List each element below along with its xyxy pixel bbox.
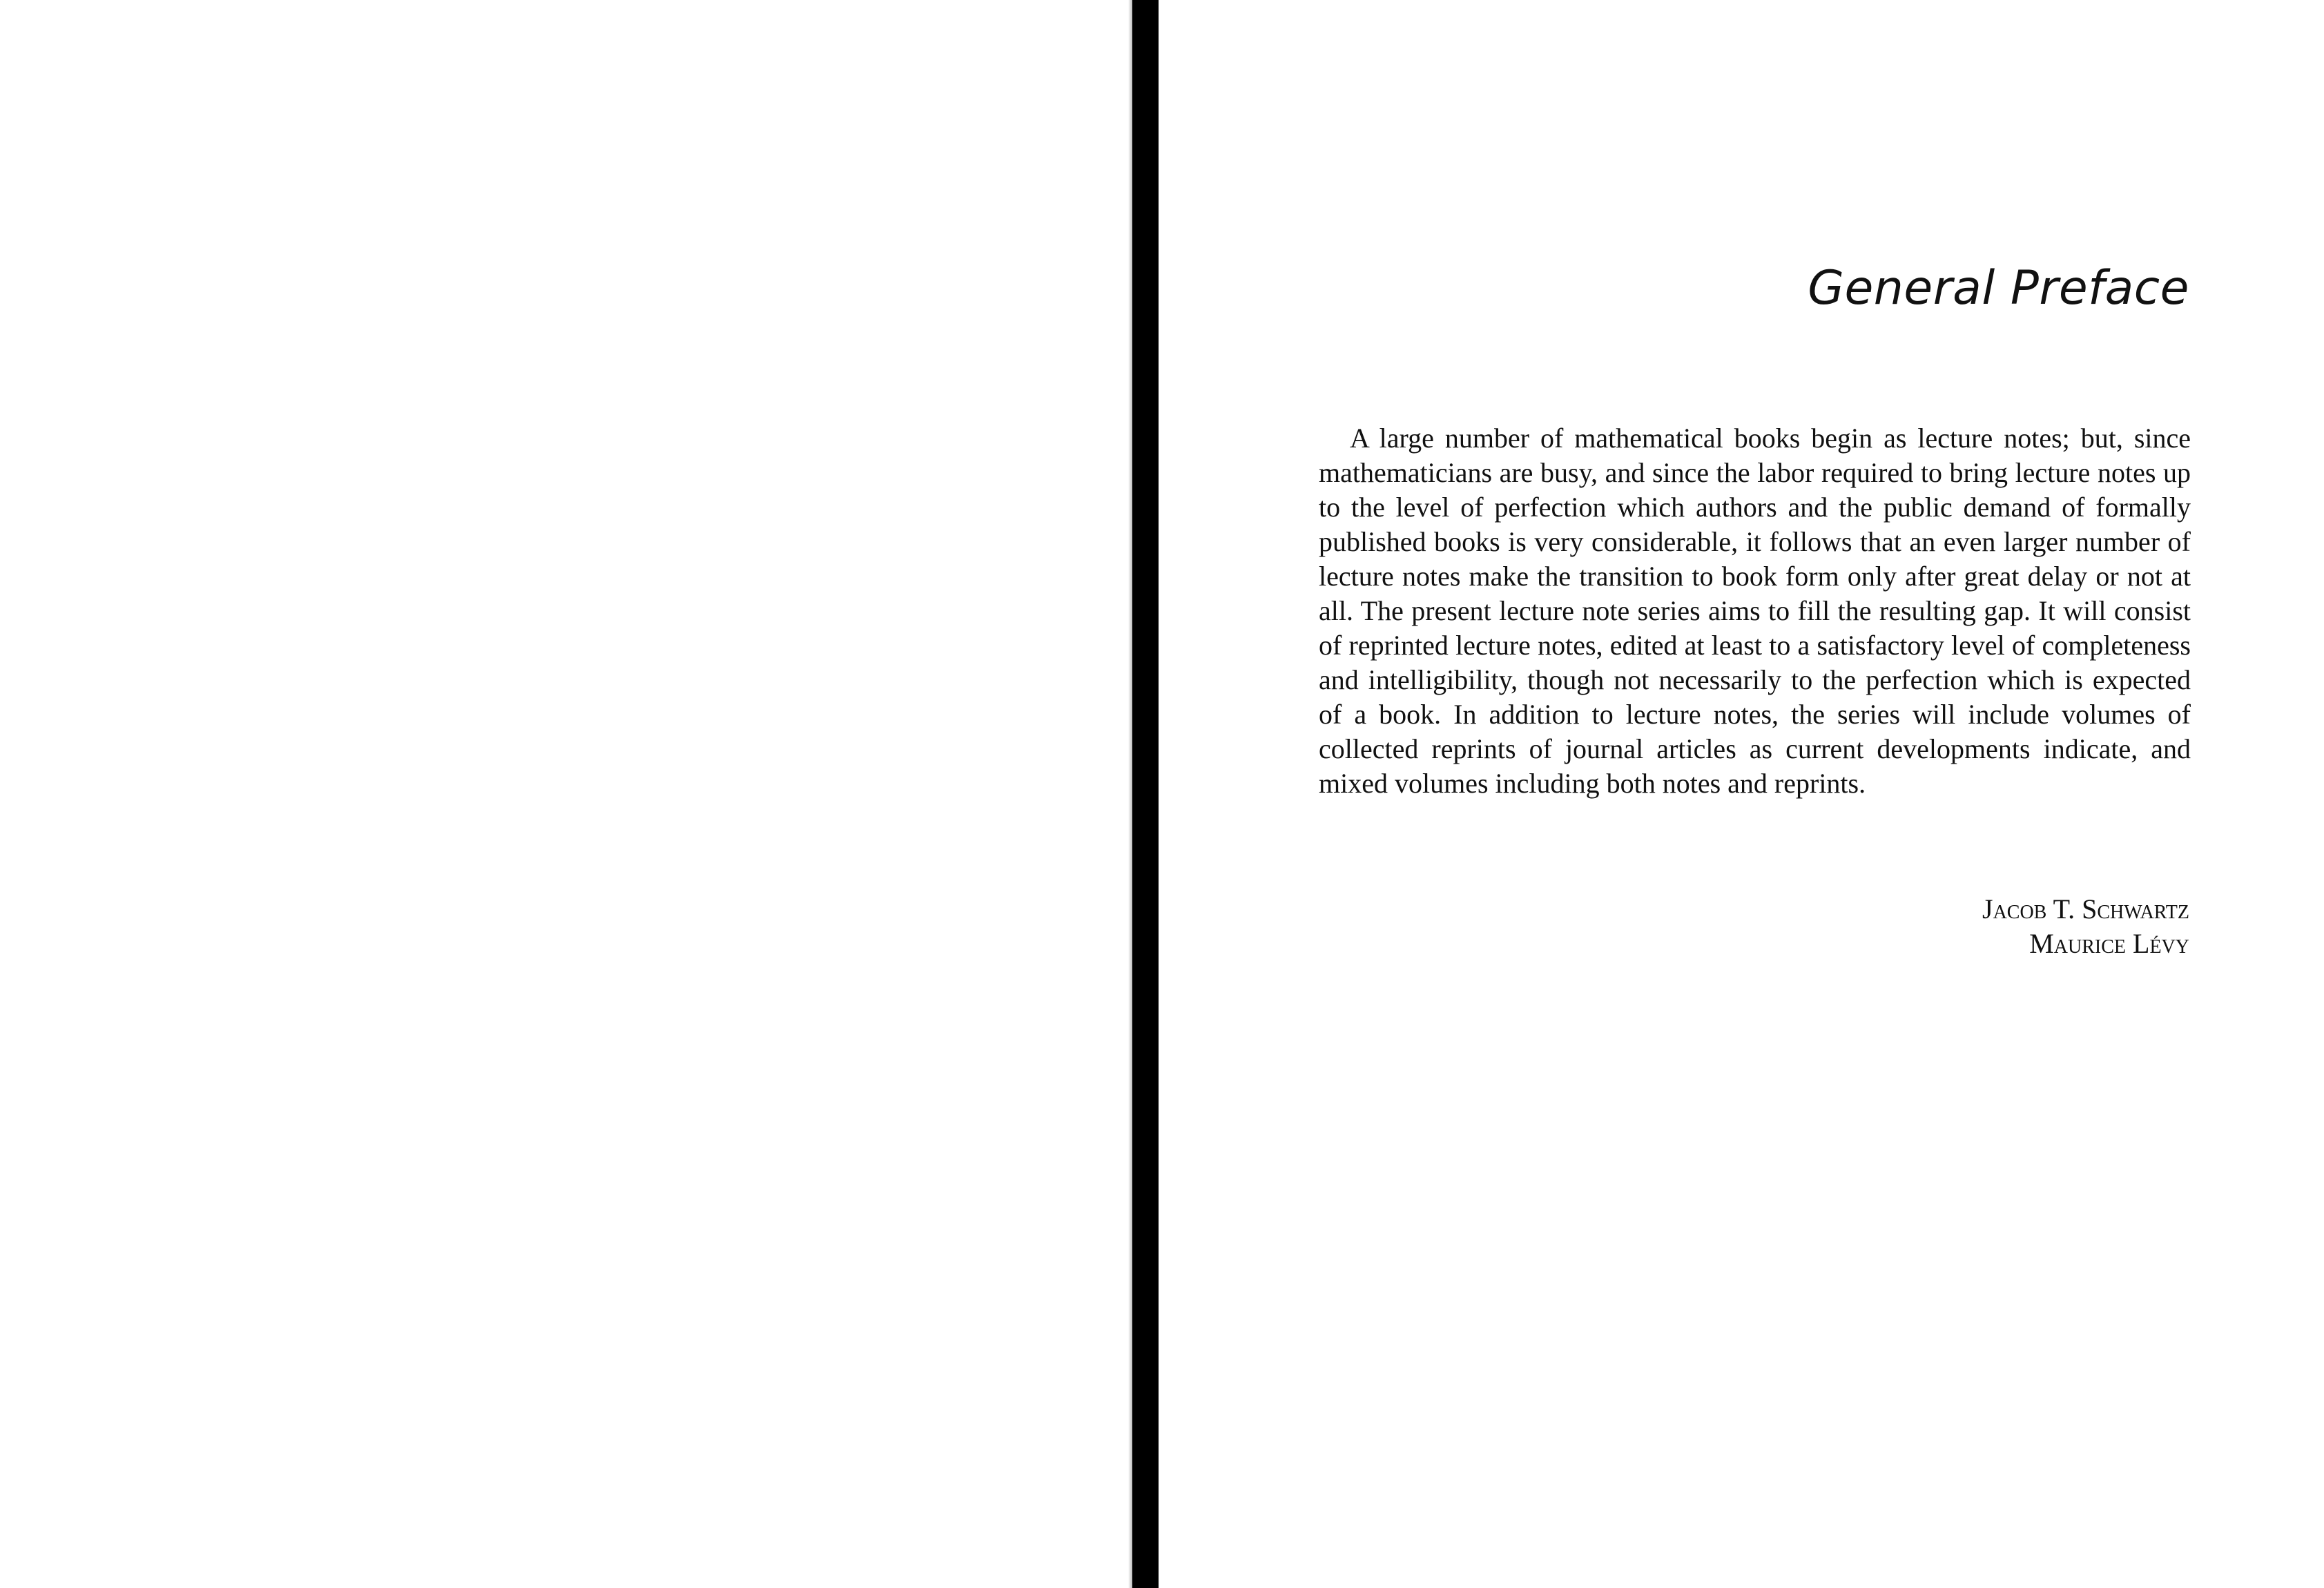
- signature-schwartz: Jacob T. Schwartz: [1982, 893, 2189, 924]
- preface-paragraph: A large number of mathematical books begin as lecture notes; but, since mathematicians are busy, and since the labor required to bring lecture notes up to the level of perfection which authors and the public demand of formally published books is very considerable, it follows that an even larger number of lecture notes make the transition to book form only after great delay or not at all. The present lecture note series aims to fill the resulting gap. It will consist of reprinted lecture notes, edited at least to a satisfactory level of completeness and intelligibility, though not necessarily to the perfection which is expected of a book. In addition to lecture notes, the series will include volumes of collected reprints of journal articles as current developments indicate, and mixed volumes including both notes and reprints.: [1319, 423, 2191, 799]
- signature-block: [1982, 892, 2189, 961]
- page-title: General Preface: [1808, 261, 2189, 316]
- left-page-blank: [0, 0, 1132, 1588]
- book-gutter: [1132, 0, 1159, 1588]
- right-page: [1159, 0, 2324, 1588]
- signature-levy: Maurice Lévy: [2029, 928, 2189, 959]
